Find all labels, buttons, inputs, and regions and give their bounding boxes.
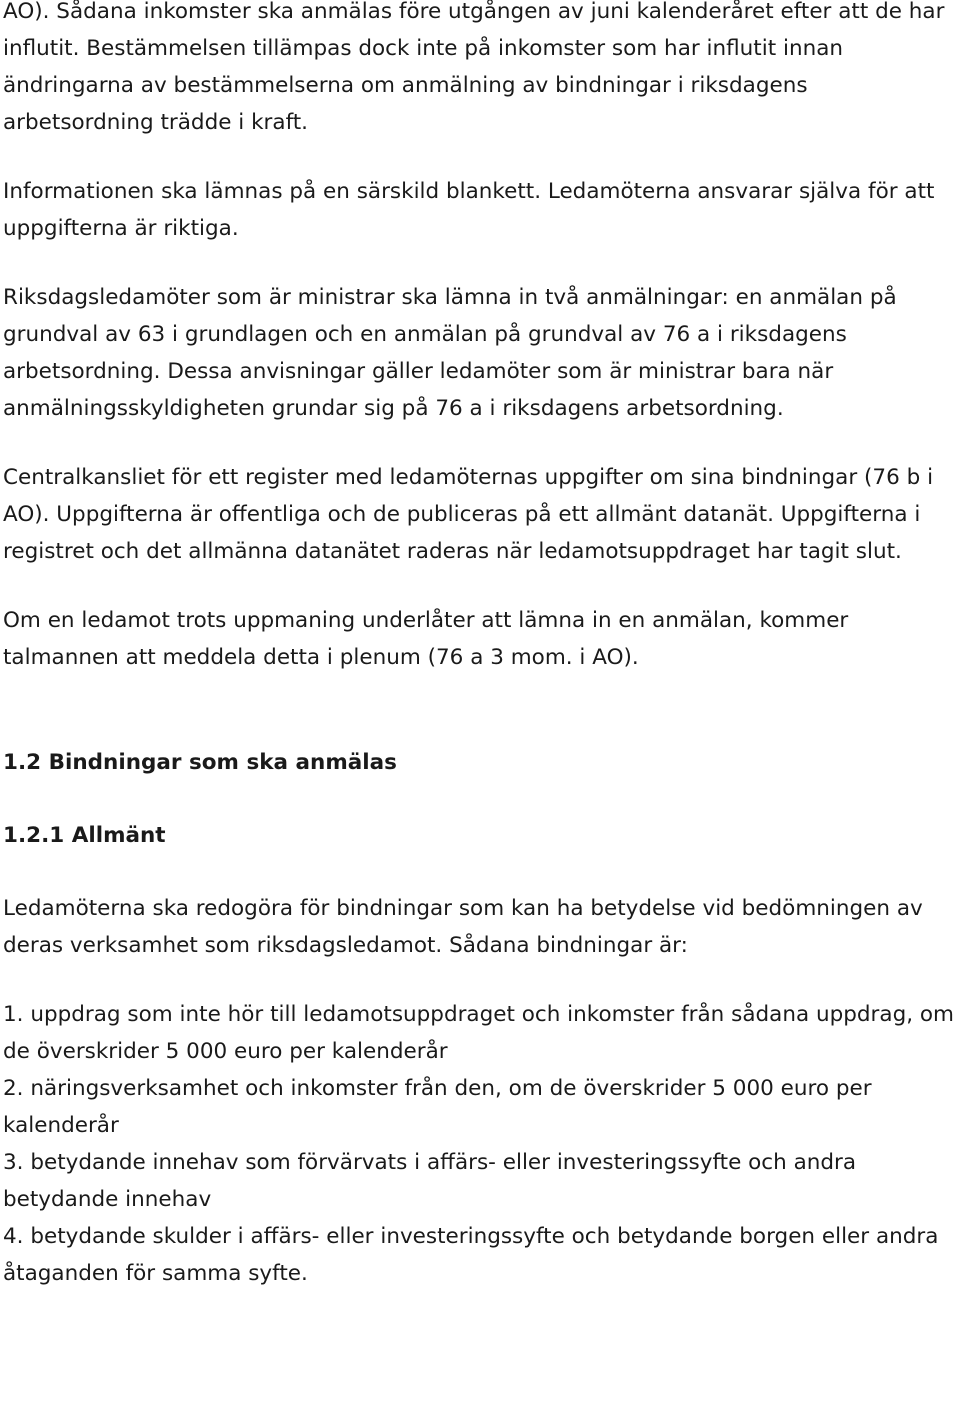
list-item: 4. betydande skulder i affärs- eller investeringssyfte och betydande borgen eller andra åtaganden för samma syfte. [3, 1224, 939, 1286]
section-heading: 1.2 Bindningar som ska anmälas [3, 750, 397, 775]
spacer [3, 141, 958, 173]
paragraph-form: Informationen ska lämnas på en särskild blankett. Ledamöterna ansvarar själva för att uppgifterna är riktiga. [3, 179, 935, 241]
paragraph-income-reporting: AO). Sådana inkomster ska anmälas före utgången av juni kalenderåret efter att de har influtit. Bestämmelsen tillämpas dock inte på inkomster som har influtit innan ändringarna av bestämmelserna om anmälning av bindningar i riksdagens arbetsordning trädde i kraft. [3, 0, 945, 135]
subsection-heading: 1.2.1 Allmänt [3, 823, 166, 848]
paragraph-intro: Ledamöterna ska redogöra för bindningar som kan ha betydelse vid bedömningen av deras verksamhet som riksdagsledamot. Sådana bindningar är: [3, 896, 923, 958]
list-item: 1. uppdrag som inte hör till ledamotsuppdraget och inkomster från sådana uppdrag, om de överskrider 5 000 euro per kalenderår [3, 1002, 954, 1064]
spacer [3, 781, 958, 817]
paragraph-ministers: Riksdagsledamöter som är ministrar ska lämna in två anmälningar: en anmälan på grundval av 63 i grundlagen och en anmälan på grundval av 76 a i riksdagens arbetsordning. Dessa anvisningar gäller ledamöter som är ministrar bara när anmälningsskyldigheten grundar sig på 76 a i riksdagens arbetsordning. [3, 285, 897, 421]
list-item: 2. näringsverksamhet och inkomster från den, om de överskrider 5 000 euro per kalenderår [3, 1076, 872, 1138]
spacer [3, 676, 958, 744]
document-page [3, 0, 958, 1292]
paragraph-plenum: Om en ledamot trots uppmaning underlåter att lämna in en anmälan, kommer talmannen att meddela detta i plenum (76 a 3 mom. i AO). [3, 608, 849, 670]
spacer [3, 570, 958, 602]
spacer [3, 964, 958, 996]
spacer [3, 247, 958, 279]
paragraph-register: Centralkansliet för ett register med ledamöternas uppgifter om sina bindningar (76 b i AO). Uppgifterna är offentliga och de publiceras på ett allmänt datanät. Uppgifterna i registret och det allmänna datanätet raderas när ledamotsuppdraget har tagit slut. [3, 465, 934, 564]
spacer [3, 427, 958, 459]
spacer [3, 854, 958, 890]
list-item: 3. betydande innehav som förvärvats i affärs- eller investeringssyfte och andra betydande innehav [3, 1150, 857, 1212]
